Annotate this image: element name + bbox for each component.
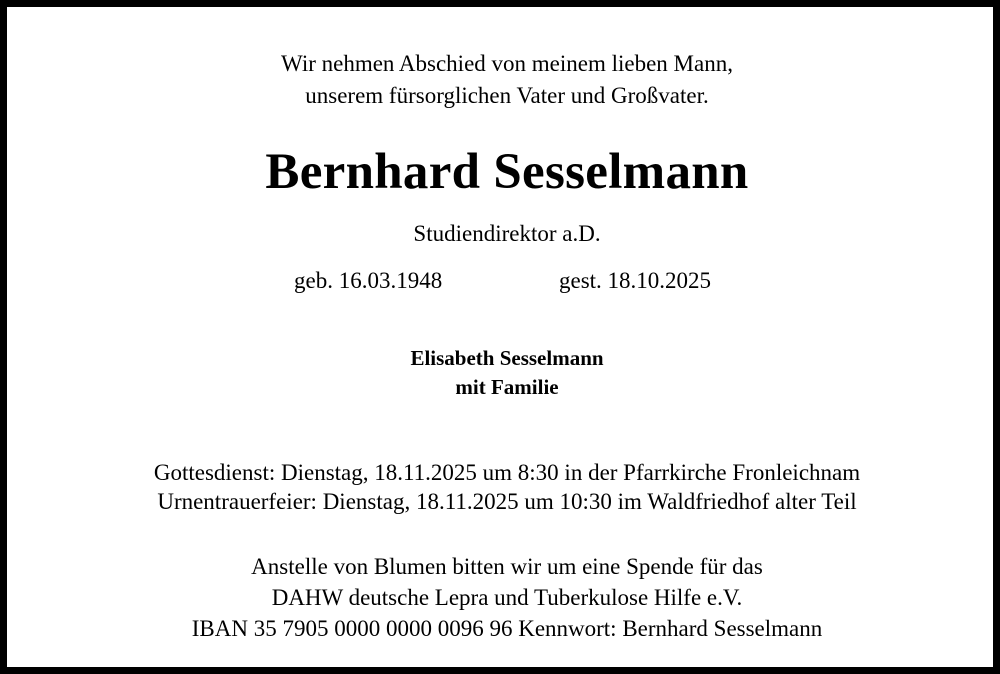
donation-organization: DAHW deutsche Lepra und Tuberkulose Hilfe e.V. bbox=[271, 585, 743, 610]
urn-ceremony-info: Urnentrauerfeier: Dienstag, 18.11.2025 um 10:30 im Waldfriedhof alter Teil bbox=[157, 489, 857, 514]
deceased-title: Studiendirektor a.D. bbox=[413, 221, 601, 246]
donation-bank-details: IBAN 35 7905 0000 0000 0096 96 Kennwort: Bernhard Sesselmann bbox=[191, 616, 823, 641]
intro-line-1: Wir nehmen Abschied von meinem lieben Mann, bbox=[281, 51, 733, 76]
birth-date: geb. 16.03.1948 bbox=[294, 268, 443, 293]
death-date: gest. 18.10.2025 bbox=[559, 268, 712, 293]
donation-request: Anstelle von Blumen bitten wir um eine Spende für das bbox=[251, 554, 763, 579]
mourner-family: mit Familie bbox=[455, 375, 559, 399]
mourner-name: Elisabeth Sesselmann bbox=[410, 346, 604, 370]
church-service-info: Gottesdienst: Dienstag, 18.11.2025 um 8:30 in der Pfarrkirche Fronleichnam bbox=[153, 460, 861, 485]
intro-line-2: unserem fürsorglichen Vater und Großvater. bbox=[305, 83, 709, 108]
deceased-name: Bernhard Sesselmann bbox=[265, 144, 749, 200]
